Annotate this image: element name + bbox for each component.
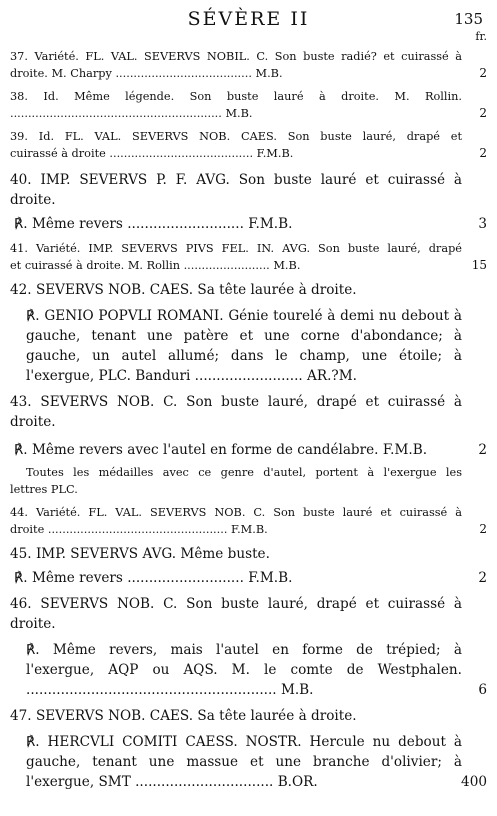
entry-line: cuirassé à droite ........................................ F.M.B. (10, 147, 294, 160)
page-header (0, 8, 497, 30)
entry-line: 47. SEVERVS NOB. CAES. Sa tête laurée à droite. (10, 708, 357, 724)
entry-line: 43. SEVERVS NOB. C. Son buste lauré, drapé et cuirassé à (10, 394, 462, 410)
page-title: SÉVÈRE II (187, 8, 310, 30)
entry-line: 39. Id. FL. VAL. SEVERVS NOB. CAES. Son buste lauré, drapé et (10, 130, 462, 143)
catalogue-entry (0, 88, 497, 122)
entry-line: 44. Variété. FL. VAL. SEVERVS NOB. C. Son buste lauré et cuirassé à (10, 506, 462, 519)
entry-line: ℟. Même revers ........................... F.M.B. (14, 216, 293, 232)
entry-line: 42. SEVERVS NOB. CAES. Sa tête laurée à droite. (10, 282, 357, 298)
entry-line: l'exergue, SMT ................................ B.OR. (26, 774, 318, 790)
entry-line: Toutes les médailles avec ce genre d'autel, portent à l'exergue les (26, 466, 462, 479)
catalogue-entry (0, 440, 497, 460)
entry-line: droite. (10, 192, 56, 208)
entry-line: droite .................................................. F.M.B. (10, 523, 268, 536)
entry-line: ℟. Même revers avec l'autel en forme de candélabre. F.M.B. (14, 442, 428, 458)
catalogue-entry (0, 240, 497, 274)
catalogue-entry (0, 640, 497, 700)
entry-line: et cuirassé à droite. M. Rollin ........................ M.B. (10, 259, 301, 272)
catalogue-entry (0, 392, 497, 432)
entry-line: lettres PLC. (10, 483, 78, 496)
value-column-unit: fr. (475, 30, 487, 43)
entry-value: 2 (478, 442, 487, 458)
entry-value: 2 (479, 66, 487, 80)
catalogue-entry (0, 706, 497, 726)
entry-line: 40. IMP. SEVERVS P. F. AVG. Son buste lauré et cuirassé à (10, 172, 462, 188)
entry-value: 6 (478, 682, 487, 698)
catalogue-entry (0, 48, 497, 82)
entry-line: l'exergue, AQP ou AQS. M. le comte de Westphalen. (26, 662, 462, 678)
catalogue-entries (0, 48, 497, 792)
catalogue-entry (0, 594, 497, 634)
entry-line: 41. Variété. IMP. SEVERVS PIVS FEL. IN. AVG. Son buste lauré, drapé (10, 242, 462, 255)
catalogue-entry (0, 128, 497, 162)
entry-line: droite. (10, 616, 56, 632)
page-number: 135 (454, 10, 483, 28)
catalogue-entry (0, 464, 497, 498)
catalogue-entry (0, 568, 497, 588)
entry-line: droite. M. Charpy ...................................... M.B. (10, 67, 283, 80)
entry-line: gauche, un autel allumé; dans le champ, une étoile; à (26, 348, 462, 364)
entry-line: gauche, tenant une massue et une branche d'olivier; à (26, 754, 462, 770)
entry-value: 400 (461, 774, 487, 790)
entry-value: 3 (478, 216, 487, 232)
entry-line: ........................................................... M.B. (10, 107, 253, 120)
entry-line: gauche, tenant une patère et une corne d'abondance; à (26, 328, 462, 344)
catalogue-entry (0, 732, 497, 792)
entry-line: droite. (10, 414, 56, 430)
entry-line: ℟. GENIO POPVLI ROMANI. Génie tourelé à demi nu debout à (26, 308, 462, 324)
catalogue-entry (0, 170, 497, 210)
catalogue-entry (0, 504, 497, 538)
catalogue-entry (0, 280, 497, 300)
entry-line: ℟. HERCVLI COMITI CAESS. NOSTR. Hercule nu debout à (26, 734, 462, 750)
entry-value: 2 (479, 146, 487, 160)
entry-line: 38. Id. Même légende. Son buste lauré à droite. M. Rollin. (10, 90, 462, 103)
entry-value: 15 (471, 258, 487, 272)
entry-line: 45. IMP. SEVERVS AVG. Même buste. (10, 546, 270, 562)
entry-line: .......................................................... M.B. (26, 682, 314, 698)
catalogue-entry (0, 306, 497, 386)
entry-value: 2 (479, 106, 487, 120)
entry-line: l'exergue, PLC. Banduri ......................... AR.?M. (26, 368, 357, 384)
entry-line: ℟. Même revers, mais l'autel en forme de trépied; à (26, 642, 462, 658)
entry-line: 46. SEVERVS NOB. C. Son buste lauré, drapé et cuirassé à (10, 596, 462, 612)
catalogue-entry (0, 544, 497, 564)
entry-value: 2 (478, 570, 487, 586)
catalogue-entry (0, 214, 497, 234)
entry-line: 37. Variété. FL. VAL. SEVERVS NOBIL. C. Son buste radié? et cuirassé à (10, 50, 462, 63)
entry-value: 2 (479, 522, 487, 536)
entry-line: ℟. Même revers ........................... F.M.B. (14, 570, 293, 586)
